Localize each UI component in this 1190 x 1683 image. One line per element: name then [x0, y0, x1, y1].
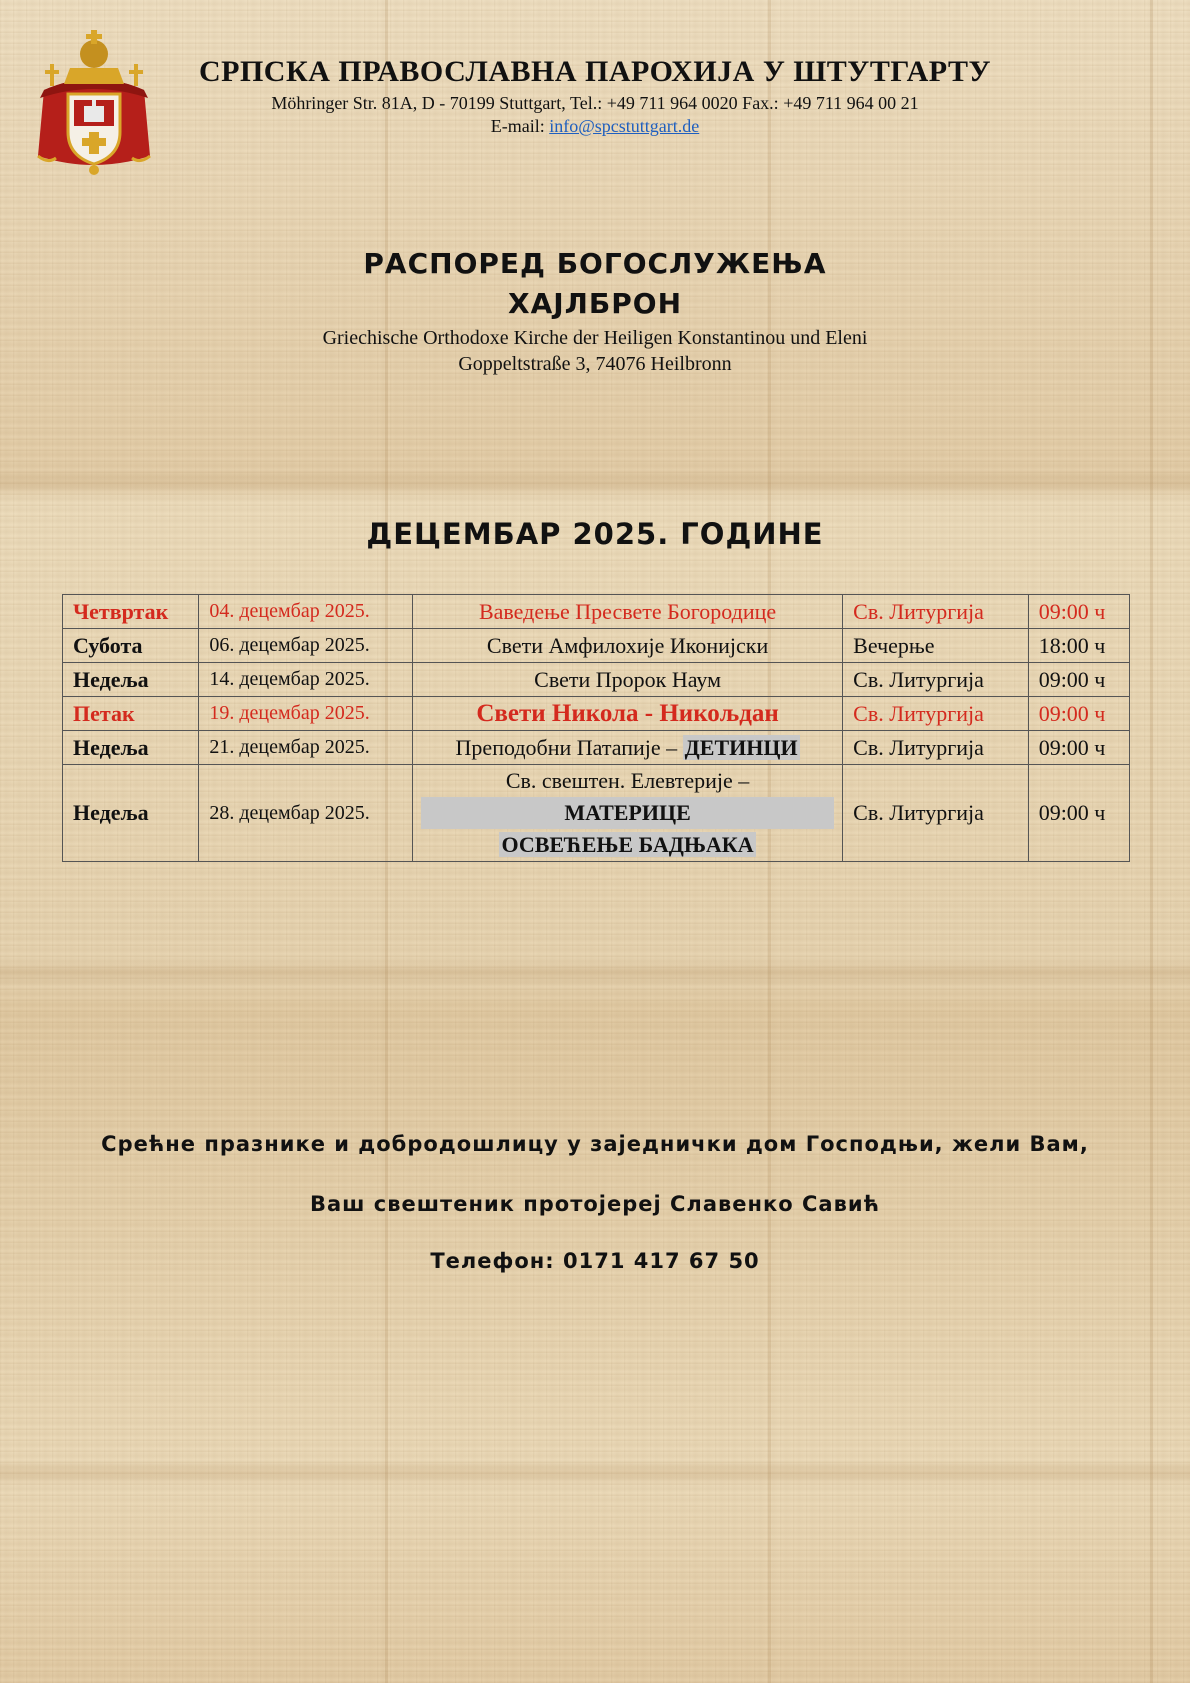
time-cell: 09:00 ч: [1028, 595, 1129, 629]
schedule-title: РАСПОРЕД БОГОСЛУЖЕЊА: [363, 247, 827, 280]
time-cell: 09:00 ч: [1028, 663, 1129, 697]
day-cell: Четвртак: [63, 595, 199, 629]
day-cell: Недеља: [63, 765, 199, 862]
table-row: [63, 697, 1130, 731]
date-cell: 14. децембар 2025.: [199, 663, 413, 697]
month-heading: ДЕЦЕМБАР 2025. ГОДИНЕ: [366, 517, 824, 551]
day-cell: Недеља: [63, 663, 199, 697]
day-cell: Недеља: [63, 731, 199, 765]
time-cell: 09:00 ч: [1028, 697, 1129, 731]
priest-signature: Ваш свештеник протојереј Славенко Савић: [309, 1192, 881, 1216]
phone-number: Телефон: 0171 417 67 50: [430, 1249, 760, 1273]
feast-cell: Свети Пророк Наум: [412, 663, 842, 697]
schedule-table: [62, 594, 1130, 862]
service-cell: Вечерње: [843, 629, 1029, 663]
feast-cell: [412, 765, 842, 862]
city-title: ХАЈЛБРОН: [507, 287, 683, 320]
feast-cell: Свети Амфилохије Иконијски: [412, 629, 842, 663]
feast-text: Преподобни Патапије –: [455, 734, 683, 760]
coat-of-arms-icon: [30, 28, 158, 178]
feast-highlight-2: ОСВЕЋЕЊЕ БАДЊАКА: [501, 832, 754, 857]
service-cell: Св. Литургија: [843, 663, 1029, 697]
email-link[interactable]: info@spcstuttgart.de: [549, 116, 700, 136]
feast-cell: Ваведење Пресвете Богородице: [412, 595, 842, 629]
service-cell: Св. Литургија: [843, 765, 1029, 862]
feast-cell: [412, 731, 842, 765]
organization-email-line: [160, 116, 1030, 137]
table-row: [63, 731, 1130, 765]
feast-highlight: ДЕТИНЦИ: [684, 734, 798, 760]
organization-address: Möhringer Str. 81A, D - 70199 Stuttgart, Tel.: +49 711 964 0020 Fax.: +49 711 964 00 21: [271, 93, 919, 113]
date-cell: 21. децембар 2025.: [199, 731, 413, 765]
date-cell: 06. децембар 2025.: [199, 629, 413, 663]
service-cell: Св. Литургија: [843, 697, 1029, 731]
service-cell: Св. Литургија: [843, 731, 1029, 765]
feast-highlight: МАТЕРИЦЕ: [421, 797, 834, 829]
table-row: [63, 663, 1130, 697]
date-cell: 28. децембар 2025.: [199, 765, 413, 862]
table-row: [63, 629, 1130, 663]
time-cell: 09:00 ч: [1028, 731, 1129, 765]
table-row: [63, 595, 1130, 629]
date-cell: 19. децембар 2025.: [199, 697, 413, 731]
day-cell: Субота: [63, 629, 199, 663]
feast-cell: Свети Никола - Никољдан: [412, 697, 842, 731]
day-cell: Петак: [63, 697, 199, 731]
date-cell: 04. децембар 2025.: [199, 595, 413, 629]
time-cell: 18:00 ч: [1028, 629, 1129, 663]
greeting-text: Срећне празнике и добродошлицу у заједнички дом Господњи, жели Вам,: [101, 1132, 1089, 1156]
organization-name: СРПСКА ПРАВОСЛАВНА ПАРОХИЈА У ШТУТГАРТУ: [198, 55, 992, 88]
service-cell: Св. Литургија: [843, 595, 1029, 629]
table-row: [63, 765, 1130, 862]
venue-address: Goppeltstraße 3, 74076 Heilbronn: [458, 353, 732, 375]
email-label: E-mail:: [490, 116, 550, 136]
venue-name: Griechische Orthodoxe Kirche der Heiligen Konstantinou und Eleni: [322, 327, 868, 349]
feast-text: Св. свештен. Елевтерије –: [505, 768, 750, 793]
time-cell: 09:00 ч: [1028, 765, 1129, 862]
